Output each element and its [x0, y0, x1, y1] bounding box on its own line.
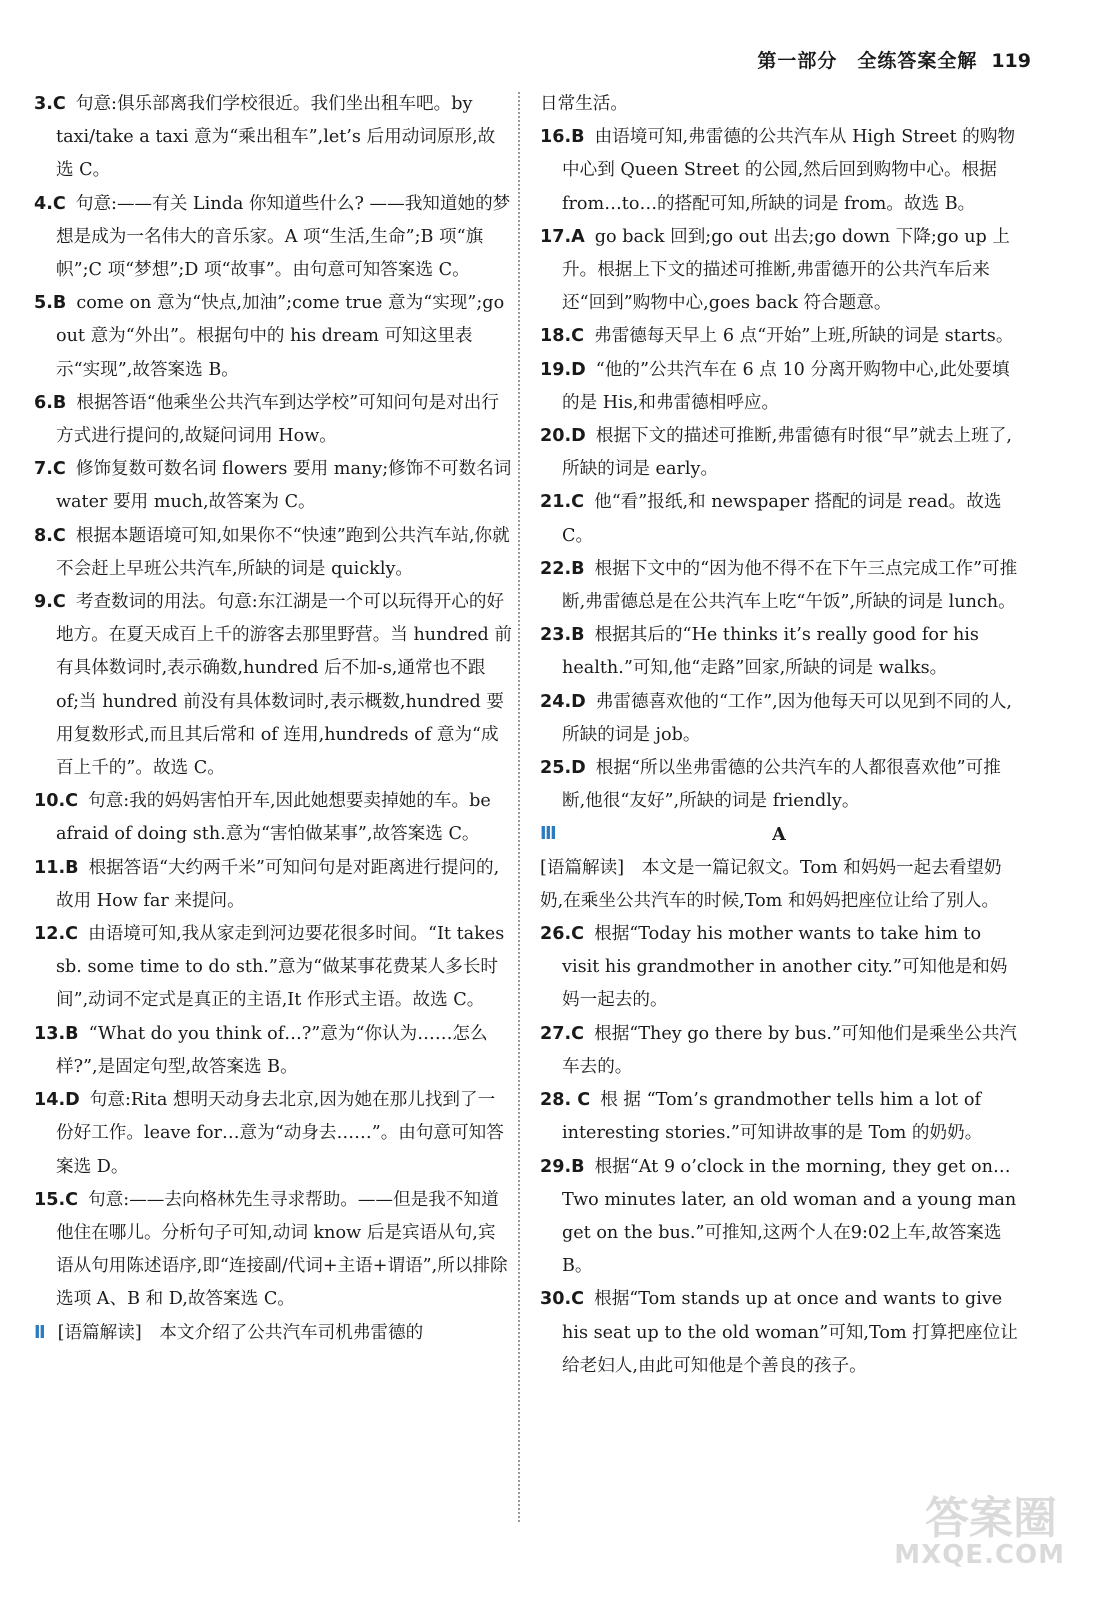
answer-item: 19.D “他的”公共汽车在 6 点 10 分离开购物中心,此处要填的是 His,和弗雷德相呼应。	[540, 359, 1010, 413]
answer-item: 6.B 根据答语“他乘坐公共汽车到达学校”可知问句是对出行方式进行提问的,故疑问词用 How。	[34, 392, 499, 447]
column-divider	[518, 92, 520, 1522]
answer-item: 29.B 根据“At 9 o’clock in the morning, they get on… Two minutes later, an old woman and a young man get on the bus.”可推知,这两个人在9:02上车,故答案选 B。	[540, 1156, 1017, 1277]
answer-item: 18.C 弗雷德每天早上 6 点“开始”上班,所缺的词是 starts。	[540, 326, 1014, 347]
answer-item: 25.D 根据“所以坐弗雷德的公共汽车的人都很喜欢他”可推断,他很“友好”,所缺的词是 friendly。	[540, 758, 1001, 812]
answer-item: 17.A go back 回到;go out 出去;go down 下降;go up 上升。根据上下文的描述可推断,弗雷德开的公共汽车后来还“回到”购物中心,goes back 符合题意。	[540, 226, 1010, 314]
answer-item: 4.C 句意:——有关 Linda 你知道些什么? ——我知道她的梦想是成为一名伟大的音乐家。A 项“生活,生命”;B 项“旗帜”;C 项“梦想”;D 项“故事”。由句意可知答案选 C。	[34, 193, 511, 281]
answer-item: 8.C 根据本题语境可知,如果你不“快速”跑到公共汽车站,你就不会赶上早班公共汽车,所缺的词是 quickly。	[34, 525, 510, 579]
answer-item: 11.B 根据答语“大约两千米”可知问句是对距离进行提问的,故用 How far 来提问。	[34, 857, 500, 911]
left-column	[34, 88, 512, 1350]
answer-item: 12.C 由语境可知,我从家走到河边要花很多时间。“It takes sb. some time to do sth.”意为“做某事花费某人多长时间”,动词不定式是真正的主语,It 作形式主语。故选 C。	[34, 924, 505, 1011]
watermark-text: 答案圈	[925, 1493, 1057, 1544]
answer-item: 5.B come on 意为“快点,加油”;come true 意为“实现”;go out 意为“外出”。根据句中的 his dream 可知这里表示“实现”,故答案选 B。	[34, 293, 505, 380]
answer-item: 23.B 根据其后的“He thinks it’s really good for his health.”可知,他“走路”回家,所缺的词是 walks。	[540, 625, 979, 679]
answer-item: 16.B 由语境可知,弗雷德的公共汽车从 High Street 的购物中心到 Queen Street 的公园,然后回到购物中心。根据 from…to…的搭配可知,所缺的词是 from。故选 B。	[540, 127, 1016, 214]
watermark-site: MXQE.COM	[894, 1540, 1065, 1570]
page-number: 119	[991, 50, 1031, 72]
answer-item: 3.C 句意:俱乐部离我们学校很近。我们坐出租车吧。by taxi/take a taxi 意为“乘出租车”,let’s 后用动词原形,故选 C。	[34, 94, 496, 181]
answer-item: 30.C 根据“Tom stands up at once and wants to give his seat up to the old woman”可知,Tom 打算把座位让给老妇人,由此可知他是个善良的孩子。	[540, 1289, 1018, 1376]
section-marker: Ⅱ	[34, 1322, 46, 1343]
answer-item: 14.D 句意:Rita 想明天动身去北京,因为她在那儿找到了一份好工作。leave for…意为“动身去……”。由句意可知答案选 D。	[34, 1090, 504, 1177]
section-marker: Ⅲ	[540, 824, 557, 845]
answer-item: 15.C 句意:——去向格林先生寻求帮助。——但是我不知道他住在哪儿。分析句子可知,动词 know 后是宾语从句,宾语从句用陈述语序,即“连接副/代词+主语+谓语”,所以排除选项 A、B 和 D,故答案选 C。	[34, 1189, 508, 1310]
watermark-logo	[865, 1482, 1065, 1570]
answer-item: 28. C 根 据 “Tom’s grandmother tells him a lot of interesting stories.”可知讲故事的是 Tom 的奶奶。	[540, 1090, 983, 1144]
answer-item: 26.C 根据“Today his mother wants to take him to visit his grandmother in another city.”可知他是和妈妈一起去的。	[540, 924, 1008, 1011]
answer-item: 9.C 考查数词的用法。句意:东江湖是一个可以玩得开心的好地方。在夏天成百上千的游客去那里野营。当 hundred 前有具体数词时,表示确数,hundred 后不加-s,通常也不跟 of;当 hundred 前没有具体数词时,表示概数,hundred 要用复数形式,而且其后常和 of 连用,hundreds of 意为“成百上千的”。故选 C。	[34, 592, 512, 779]
answer-item: 24.D 弗雷德喜欢他的“工作”,因为他每天可以见到不同的人,所缺的词是 job。	[540, 691, 1013, 745]
passage-intro: Ⅱ [语篇解读] 本文介绍了公共汽车司机弗雷德的	[34, 1322, 424, 1343]
continued-text: 日常生活。	[540, 94, 628, 114]
part-heading: Ⅲ A	[540, 818, 1018, 851]
answer-item: 21.C 他“看”报纸,和 newspaper 搭配的词是 read。故选 C。	[540, 492, 1002, 546]
answer-item: 13.B “What do you think of…?”意为“你认为……怎么样?”,是固定句型,故答案选 B。	[34, 1023, 488, 1077]
answer-item: 10.C 句意:我的妈妈害怕开车,因此她想要卖掉她的车。be afraid of doing sth.意为“害怕做某事”,故答案选 C。	[34, 791, 491, 845]
page-header	[757, 46, 1031, 73]
answer-item: 20.D 根据下文的描述可推断,弗雷德有时很“早”就去上班了,所缺的词是 early。	[540, 426, 1013, 480]
section-title: 第一部分 全练答案全解	[757, 50, 978, 72]
passage-intro: [语篇解读] 本文是一篇记叙文。Tom 和妈妈一起去看望奶奶,在乘坐公共汽车的时候,Tom 和妈妈把座位让给了别人。	[540, 857, 1002, 911]
answer-item: 22.B 根据下文中的“因为他不得不在下午三点完成工作”可推断,弗雷德总是在公共汽车上吃“午饭”,所缺的词是 lunch。	[540, 558, 1018, 613]
answer-item: 7.C 修饰复数可数名词 flowers 要用 many;修饰不可数名词 water 要用 much,故答案为 C。	[34, 459, 512, 513]
answer-item: 27.C 根据“They go there by bus.”可知他们是乘坐公共汽车去的。	[540, 1023, 1017, 1077]
right-column	[540, 88, 1018, 1383]
